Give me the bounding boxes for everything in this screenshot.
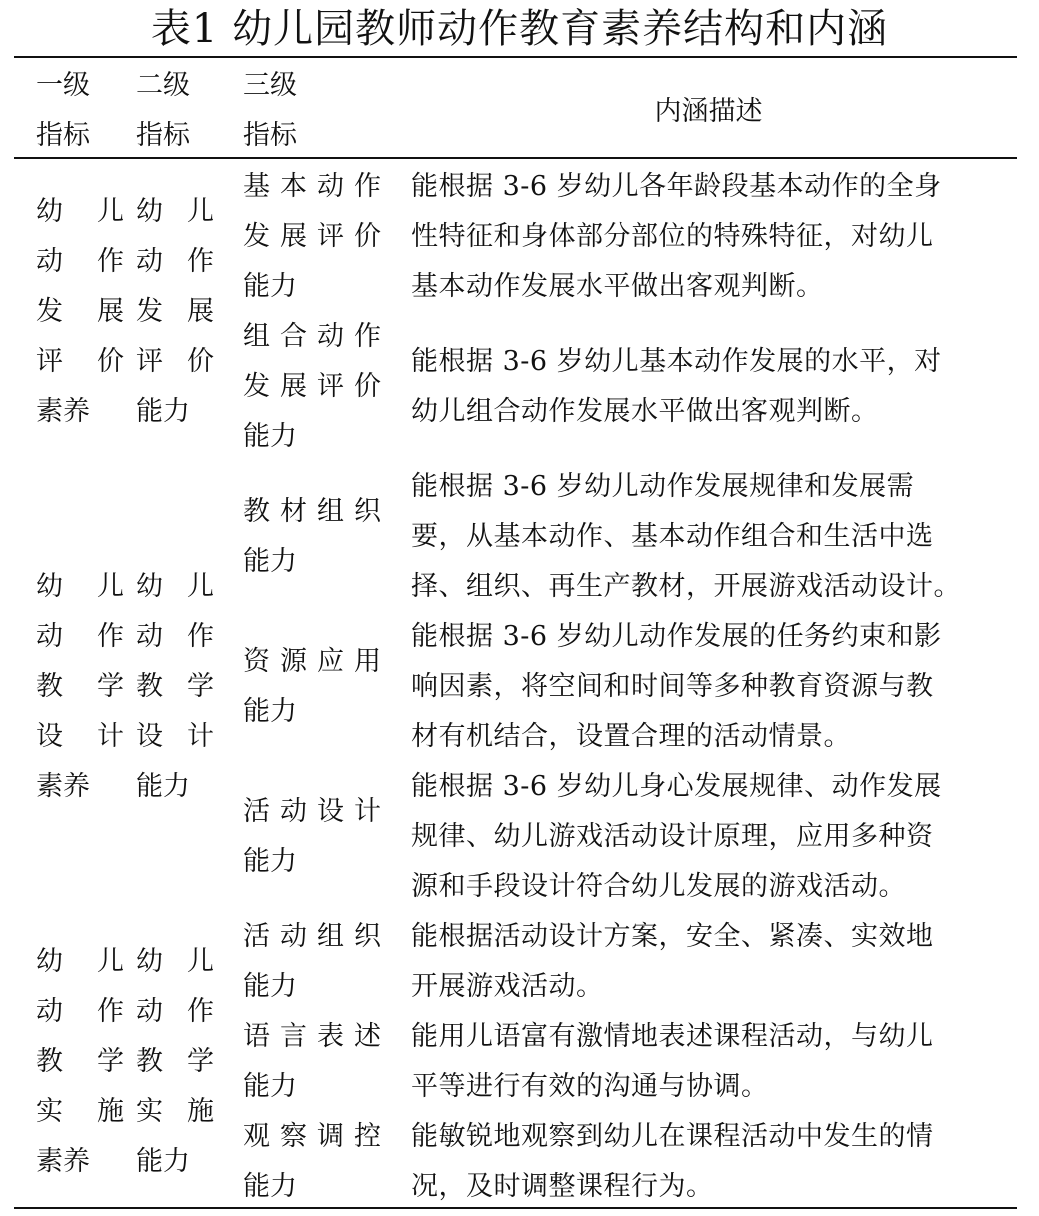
desc-line: 性特征和身体部分部位的特殊特征，对幼儿 [411, 221, 934, 252]
cell-line: 素养 [36, 396, 90, 427]
cell-line: 发展评价 [243, 371, 381, 402]
group2-level2 [136, 562, 214, 812]
group1-item1-desc [411, 162, 1011, 312]
table-title: 表1 幼儿园教师动作教育素养结构和内涵 [150, 6, 889, 52]
cell-line: 组合动作 [243, 321, 381, 352]
cell-line: 观察调控 [243, 1121, 381, 1152]
desc-line: 能根据 3-6 岁幼儿基本动作发展的水平，对 [411, 346, 942, 377]
desc-line: 能根据 3-6 岁幼儿动作发展规律和发展需 [411, 471, 915, 502]
cell-line: 教学 [136, 671, 214, 702]
group2-item3-level3 [243, 787, 381, 887]
cell-line: 实施 [36, 1096, 124, 1127]
cell-line: 发展评价 [243, 221, 381, 252]
group3-level1 [36, 937, 124, 1187]
header-level3 [243, 61, 297, 161]
desc-line: 开展游戏活动。 [411, 971, 604, 1002]
cell-line: 动作 [136, 621, 214, 652]
group2-item1-level3 [243, 487, 381, 587]
cell-line: 幼儿 [36, 946, 124, 977]
cell-line: 能力 [136, 1146, 190, 1177]
top-rule [14, 56, 1017, 58]
cell-line: 教学 [36, 671, 124, 702]
cell-line: 动作 [136, 996, 214, 1027]
group1-item2-desc [411, 337, 1011, 437]
cell-line: 动作 [136, 246, 214, 277]
cell-line: 活动设计 [243, 796, 381, 827]
desc-line: 平等进行有效的沟通与协调。 [411, 1071, 769, 1102]
group1-item1-level3 [243, 162, 381, 312]
header-level1-line: 指标 [36, 120, 90, 151]
header-level2-line: 指标 [136, 120, 190, 151]
header-level3-line: 指标 [243, 120, 297, 151]
group1-item2-level3 [243, 312, 381, 462]
cell-line: 动作 [36, 996, 124, 1027]
header-content: 内涵描述 [654, 96, 763, 127]
cell-line: 能力 [243, 1071, 297, 1102]
cell-line: 设计 [36, 721, 124, 752]
cell-line: 素养 [36, 771, 90, 802]
cell-line: 基本动作 [243, 171, 381, 202]
group3-item2-desc [411, 1012, 1011, 1112]
desc-line: 况，及时调整课程行为。 [411, 1171, 714, 1202]
cell-line: 教材组织 [243, 496, 381, 527]
desc-line: 能根据活动设计方案，安全、紧凑、实效地 [411, 921, 934, 952]
group3-item1-desc [411, 912, 1011, 1012]
group2-item2-desc [411, 612, 1011, 762]
group1-level1 [36, 187, 124, 437]
header-level3-line: 三级 [243, 70, 297, 101]
header-level2-line: 二级 [136, 70, 190, 101]
group2-item3-desc [411, 762, 1011, 912]
cell-line: 教学 [136, 1046, 214, 1077]
cell-line: 实施 [136, 1096, 214, 1127]
cell-line: 能力 [136, 396, 190, 427]
group2-item2-level3 [243, 637, 381, 737]
desc-line: 幼儿组合动作发展水平做出客观判断。 [411, 396, 879, 427]
cell-line: 语言表述 [243, 1021, 381, 1052]
cell-line: 能力 [243, 846, 297, 877]
cell-line: 幼儿 [136, 196, 214, 227]
desc-line: 规律、幼儿游戏活动设计原理，应用多种资 [411, 821, 934, 852]
group3-item1-level3 [243, 912, 381, 1012]
group3-item2-level3 [243, 1012, 381, 1112]
desc-line: 能根据 3-6 岁幼儿身心发展规律、动作发展 [411, 771, 942, 802]
cell-line: 设计 [136, 721, 214, 752]
cell-line: 能力 [243, 1171, 297, 1202]
cell-line: 评价 [136, 346, 214, 377]
group1-level2 [136, 187, 214, 437]
header-level1-line: 一级 [36, 70, 90, 101]
cell-line: 活动组织 [243, 921, 381, 952]
cell-line: 幼儿 [136, 946, 214, 977]
cell-line: 动作 [36, 621, 124, 652]
desc-line: 择、组织、再生产教材，开展游戏活动设计。 [411, 571, 961, 602]
cell-line: 幼儿 [136, 571, 214, 602]
header-rule [14, 157, 1017, 159]
header-level1 [36, 61, 90, 161]
group2-item1-desc [411, 462, 1011, 612]
cell-line: 资源应用 [243, 646, 381, 677]
cell-line: 幼儿 [36, 571, 124, 602]
desc-line: 源和手段设计符合幼儿发展的游戏活动。 [411, 871, 906, 902]
cell-line: 能力 [136, 771, 190, 802]
cell-line: 动作 [36, 246, 124, 277]
cell-line: 教学 [36, 1046, 124, 1077]
group3-item3-level3 [243, 1112, 381, 1212]
cell-line: 能力 [243, 971, 297, 1002]
cell-line: 素养 [36, 1146, 90, 1177]
desc-line: 基本动作发展水平做出客观判断。 [411, 271, 824, 302]
cell-line: 能力 [243, 696, 297, 727]
group3-item3-desc [411, 1112, 1011, 1212]
header-level2 [136, 61, 190, 161]
cell-line: 能力 [243, 546, 297, 577]
cell-line: 能力 [243, 271, 297, 302]
cell-line: 评价 [36, 346, 124, 377]
desc-line: 能根据 3-6 岁幼儿各年龄段基本动作的全身 [411, 171, 942, 202]
cell-line: 发展 [136, 296, 214, 327]
cell-line: 发展 [36, 296, 124, 327]
group2-level1 [36, 562, 124, 812]
cell-line: 幼儿 [36, 196, 124, 227]
desc-line: 材有机结合，设置合理的活动情景。 [411, 721, 851, 752]
desc-line: 能根据 3-6 岁幼儿动作发展的任务约束和影 [411, 621, 942, 652]
desc-line: 响因素，将空间和时间等多种教育资源与教 [411, 671, 934, 702]
desc-line: 要，从基本动作、基本动作组合和生活中选 [411, 521, 934, 552]
cell-line: 能力 [243, 421, 297, 452]
desc-line: 能用儿语富有激情地表述课程活动，与幼儿 [411, 1021, 934, 1052]
desc-line: 能敏锐地观察到幼儿在课程活动中发生的情 [411, 1121, 934, 1152]
bottom-rule [14, 1207, 1017, 1209]
group3-level2 [136, 937, 214, 1187]
